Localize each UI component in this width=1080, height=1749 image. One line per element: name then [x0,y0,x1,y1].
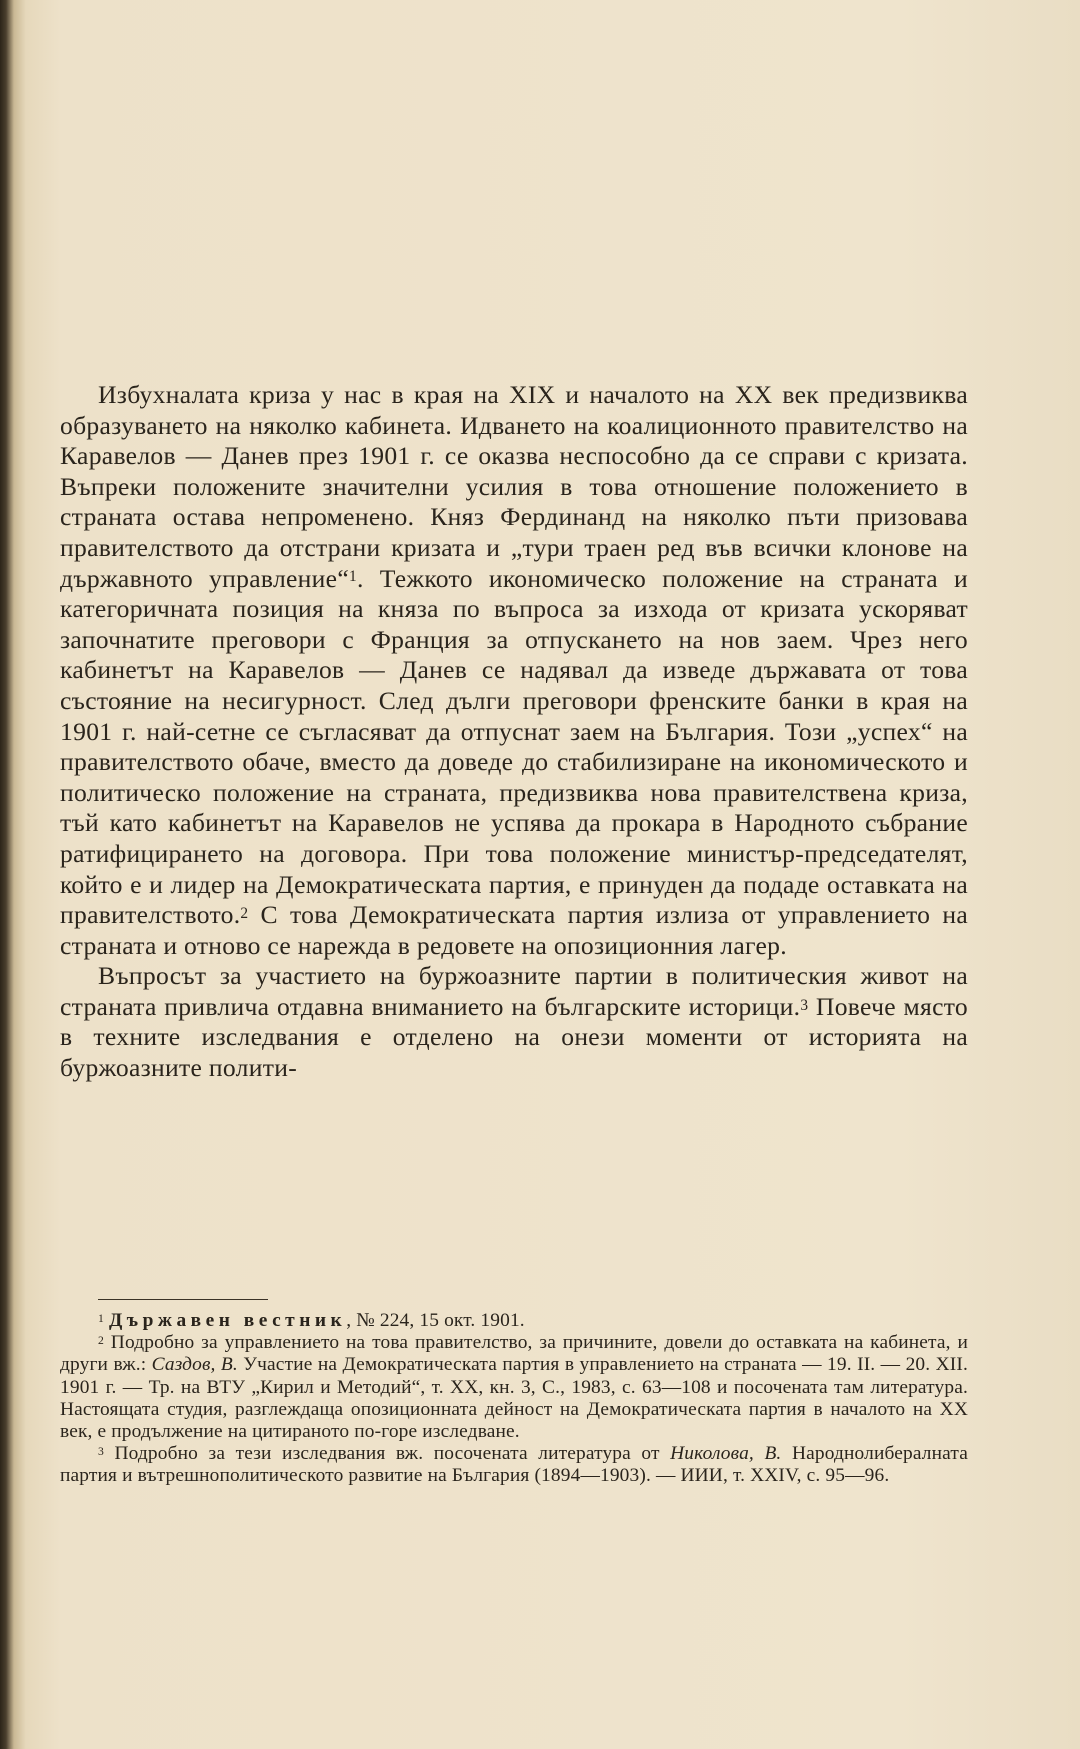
text-run: Участие на Демократическата партия в управлението на страната — 19. II. — 20. XII. 1901 г. — Тр. на ВТУ „Кирил и Методий“, т. XX, кн. 3, С., 1983, с. 63—108 и посочената там литература. Настоящата студия, разглеждаща опозиционната дейност на Демократическата партия в началото на XX век, е продължение на цитираното по-горе изследване. [60,1354,968,1443]
footnote-marker: 2 [98,1334,104,1348]
footnote-marker: 2 [240,904,249,922]
footnote [60,1310,968,1332]
footnote-marker: 1 [349,568,357,586]
footnote-separator [98,1299,268,1300]
author-name: Николова, В. [670,1443,782,1465]
text-run: , № 224, 15 окт. 1901. [346,1310,525,1331]
footnote-marker: 3 [98,1445,104,1459]
text-run: Въпросът за участието на буржоазните партии в политическия живот на страната привлича отдавна вниманието на българските историци. [60,961,968,1021]
footnote-marker: 3 [800,996,809,1014]
text-run: Повече място в техните изследвания е отделено на онези моменти от историята на буржоазните полити- [60,991,968,1083]
main-text [60,380,968,1084]
text-run: Подробно за управлението на това правителство, за причините, довели до оставката на кабинета, и други вж.: [60,1332,968,1376]
paragraph [60,380,968,961]
text-run: Народнолибералната партия и вътрешнополитическото развитие на България (1894—1903). — ИИИ, т. XXIV, с. 95—96. [60,1443,968,1487]
text-run: Избухналата криза у нас в края на XIX и началото на XX век предизвиква образуването на няколко кабинета. Идването на коалиционното правителство на Каравелов — Данев през 1901 г. се оказва неспособно да се справи с кризата. Въпреки положените значителни усилия в това отношение положението в страната остава непроменено. Княз Фердинанд на няколко пъти призовава правителството да отстрани кризата и „тури траен ред във всички клонове на държавното управление“ [60,380,968,593]
footnote [60,1443,968,1487]
footnote-marker: 1 [98,1311,104,1325]
paragraph [60,961,968,1083]
footnotes [60,1310,968,1488]
author-name: Саздов, В. [151,1354,238,1376]
text-run: . Тежкото икономическо положение на страната и категоричната позиция на княза по въпроса за изхода от кризата ускоряват започнатите преговори с Франция за отпускането на нов заем. Чрез него кабинетът на Каравелов — Данев се надявал да изведе държавата от това състояние на несигурност. След дълги преговори френските банки в края на 1901 г. най-сетне се съгласяват да отпуснат заем на България. Този „успех“ на правителството обаче, вместо да доведе до стабилизиране на икономическото и политическо положение на страната, предизвиква нова правителствена криза, тъй като кабинетът на Каравелов не успява да прокара в Народното събрание ратифицирането на договора. При това положение министър-председателят, който е и лидер на Демократическата партия, е принуден да подаде оставката на правителството. [60,563,968,930]
text-run: С това Демократическата партия излиза от управлението на страната и отново се нарежда в редовете на опозиционния лагер. [60,900,968,960]
source-title: Държавен вестник [108,1310,347,1331]
text-run: Подробно за тези изследвания вж. посочената литература от [103,1443,671,1465]
footnote [60,1332,968,1443]
